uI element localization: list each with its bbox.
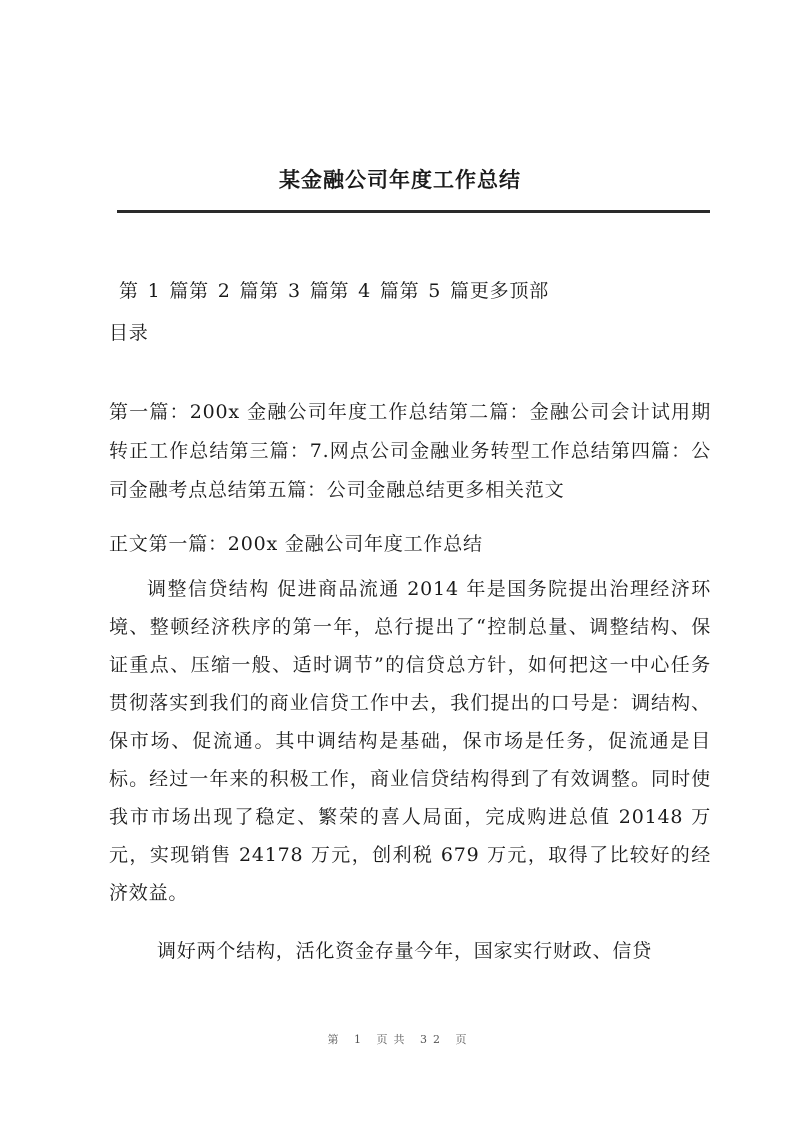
- body-paragraph-2: 调好两个结构，活化资金存量今年，国家实行财政、信贷: [157, 940, 653, 962]
- chapter-navigation[interactable]: 第 1 篇第 2 篇第 3 篇第 4 篇第 5 篇更多顶部: [119, 280, 550, 302]
- document-title: 某金融公司年度工作总结: [279, 167, 521, 192]
- page-footer: 第 1 页共 32 页: [327, 1033, 473, 1046]
- toc-text: 第一篇：200x 金融公司年度工作总结第二篇：金融公司会计试用期转正工作总结第三篇：7.网点公司金融业务转型工作总结第四篇：公司金融考点总结第五篇：公司金融总结更多相关范文: [109, 401, 711, 501]
- toc-heading: 目录: [109, 322, 149, 344]
- body-paragraph-1: 调整信贷结构 促进商品流通 2014 年是国务院提出治理经济环境、整顿经济秩序的第一年，总行提出了“控制总量、调整结构、保证重点、压缩一般、适时调节”的信贷总方针，如何把这一中心任务贯彻落实到我们的商业信贷工作中去，我们提出的口号是：调结构、保市场、促流通。其中调结构是基础，保市场是任务，促流通是目标。经过一年来的积极工作，商业信贷结构得到了有效调整。同时使我市市场出现了稳定、繁荣的喜人局面，完成购进总值 20148 万元，实现销售 24178 万元，创利税 679 万元，取得了比较好的经济效益。: [109, 578, 711, 904]
- title-underline: [117, 210, 710, 213]
- body-heading: 正文第一篇：200x 金融公司年度工作总结: [109, 533, 483, 555]
